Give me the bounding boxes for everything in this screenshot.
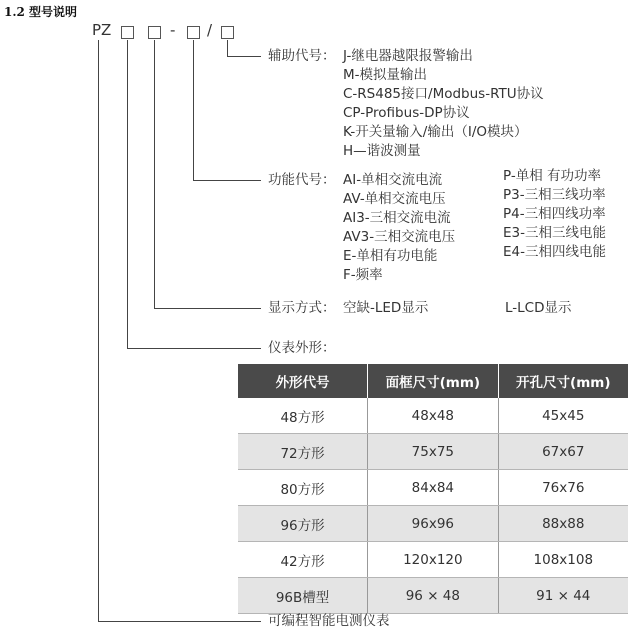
aux-item: H—谐波测量 [343,143,421,159]
shape-table [238,364,628,614]
function-item: AV-单相交流电压 [343,191,446,207]
function-item: E3-三相三线电能 [503,225,606,241]
function-item: E-单相有功电能 [343,248,438,264]
code-box-display [148,26,161,39]
product-label: 可编程智能电测仪表 [268,613,390,629]
function-item: E4-三相四线电能 [503,244,606,260]
cell-frame-size: 96 × 48 [368,578,498,614]
table-row [238,470,628,506]
aux-list [343,47,544,161]
cell-shape-code: 42方形 [238,542,368,578]
table-row [238,434,628,470]
code-box-function [187,26,200,39]
function-list-right [503,167,606,262]
code-box-aux [221,26,234,39]
function-item: F-频率 [343,267,383,283]
model-slash: / [207,21,213,39]
connector-shape-h [127,348,261,349]
model-prefix: PZ [92,21,112,39]
function-item: P4-三相四线功率 [503,206,606,222]
connector-shape-v [127,40,128,349]
connector-aux-h [227,56,261,57]
table-row [238,506,628,542]
shape-label: 仪表外形： [268,340,336,356]
cell-frame-size: 75x75 [368,434,498,470]
function-item: AI3-三相交流电流 [343,210,451,226]
cell-shape-code: 96方形 [238,506,368,542]
header-cutout-size: 开孔尺寸(mm) [498,364,628,398]
function-label: 功能代号： [268,172,336,188]
header-frame-size: 面框尺寸(mm) [368,364,498,398]
cell-frame-size: 48x48 [368,398,498,434]
cell-cutout-size: 91 × 44 [498,578,628,614]
cell-cutout-size: 45x45 [498,398,628,434]
aux-item: M-模拟量输出 [343,67,428,83]
display-option-lcd: L-LCD显示 [505,300,572,316]
function-item: P3-三相三线功率 [503,187,606,203]
display-label: 显示方式： [268,300,336,316]
table-row [238,542,628,578]
cell-frame-size: 84x84 [368,470,498,506]
section-heading: 1.2 型号说明 [4,5,78,19]
table-row [238,578,628,614]
connector-product-v [98,40,99,622]
cell-shape-code: 80方形 [238,470,368,506]
connector-aux-v [227,40,228,57]
cell-cutout-size: 88x88 [498,506,628,542]
cell-frame-size: 120x120 [368,542,498,578]
model-dash: - [170,21,176,39]
cell-cutout-size: 76x76 [498,470,628,506]
aux-item: CP-Profibus-DP协议 [343,105,470,121]
aux-label: 辅助代号： [268,48,336,64]
header-shape-code: 外形代号 [238,364,368,398]
cell-frame-size: 96x96 [368,506,498,542]
table-header-row [238,364,628,398]
aux-item: C-RS485接口/Modbus-RTU协议 [343,86,544,102]
connector-function-h [193,180,261,181]
display-option-led: 空缺-LED显示 [343,300,429,316]
aux-item: K-开关量输入/输出（I/O模块） [343,124,528,140]
connector-function-v [193,40,194,181]
aux-item: J-继电器越限报警输出 [343,48,473,64]
function-item: AV3-三相交流电压 [343,229,456,245]
cell-cutout-size: 108x108 [498,542,628,578]
function-item: P-单相 有功功率 [503,168,602,184]
connector-product-h [98,621,261,622]
cell-shape-code: 72方形 [238,434,368,470]
connector-display-h [154,308,261,309]
function-item: AI-单相交流电流 [343,172,443,188]
cell-shape-code: 48方形 [238,398,368,434]
connector-display-v [154,40,155,309]
code-box-shape [121,26,134,39]
cell-shape-code: 96B槽型 [238,578,368,614]
function-list-left [343,171,455,285]
cell-cutout-size: 67x67 [498,434,628,470]
table-row [238,398,628,434]
